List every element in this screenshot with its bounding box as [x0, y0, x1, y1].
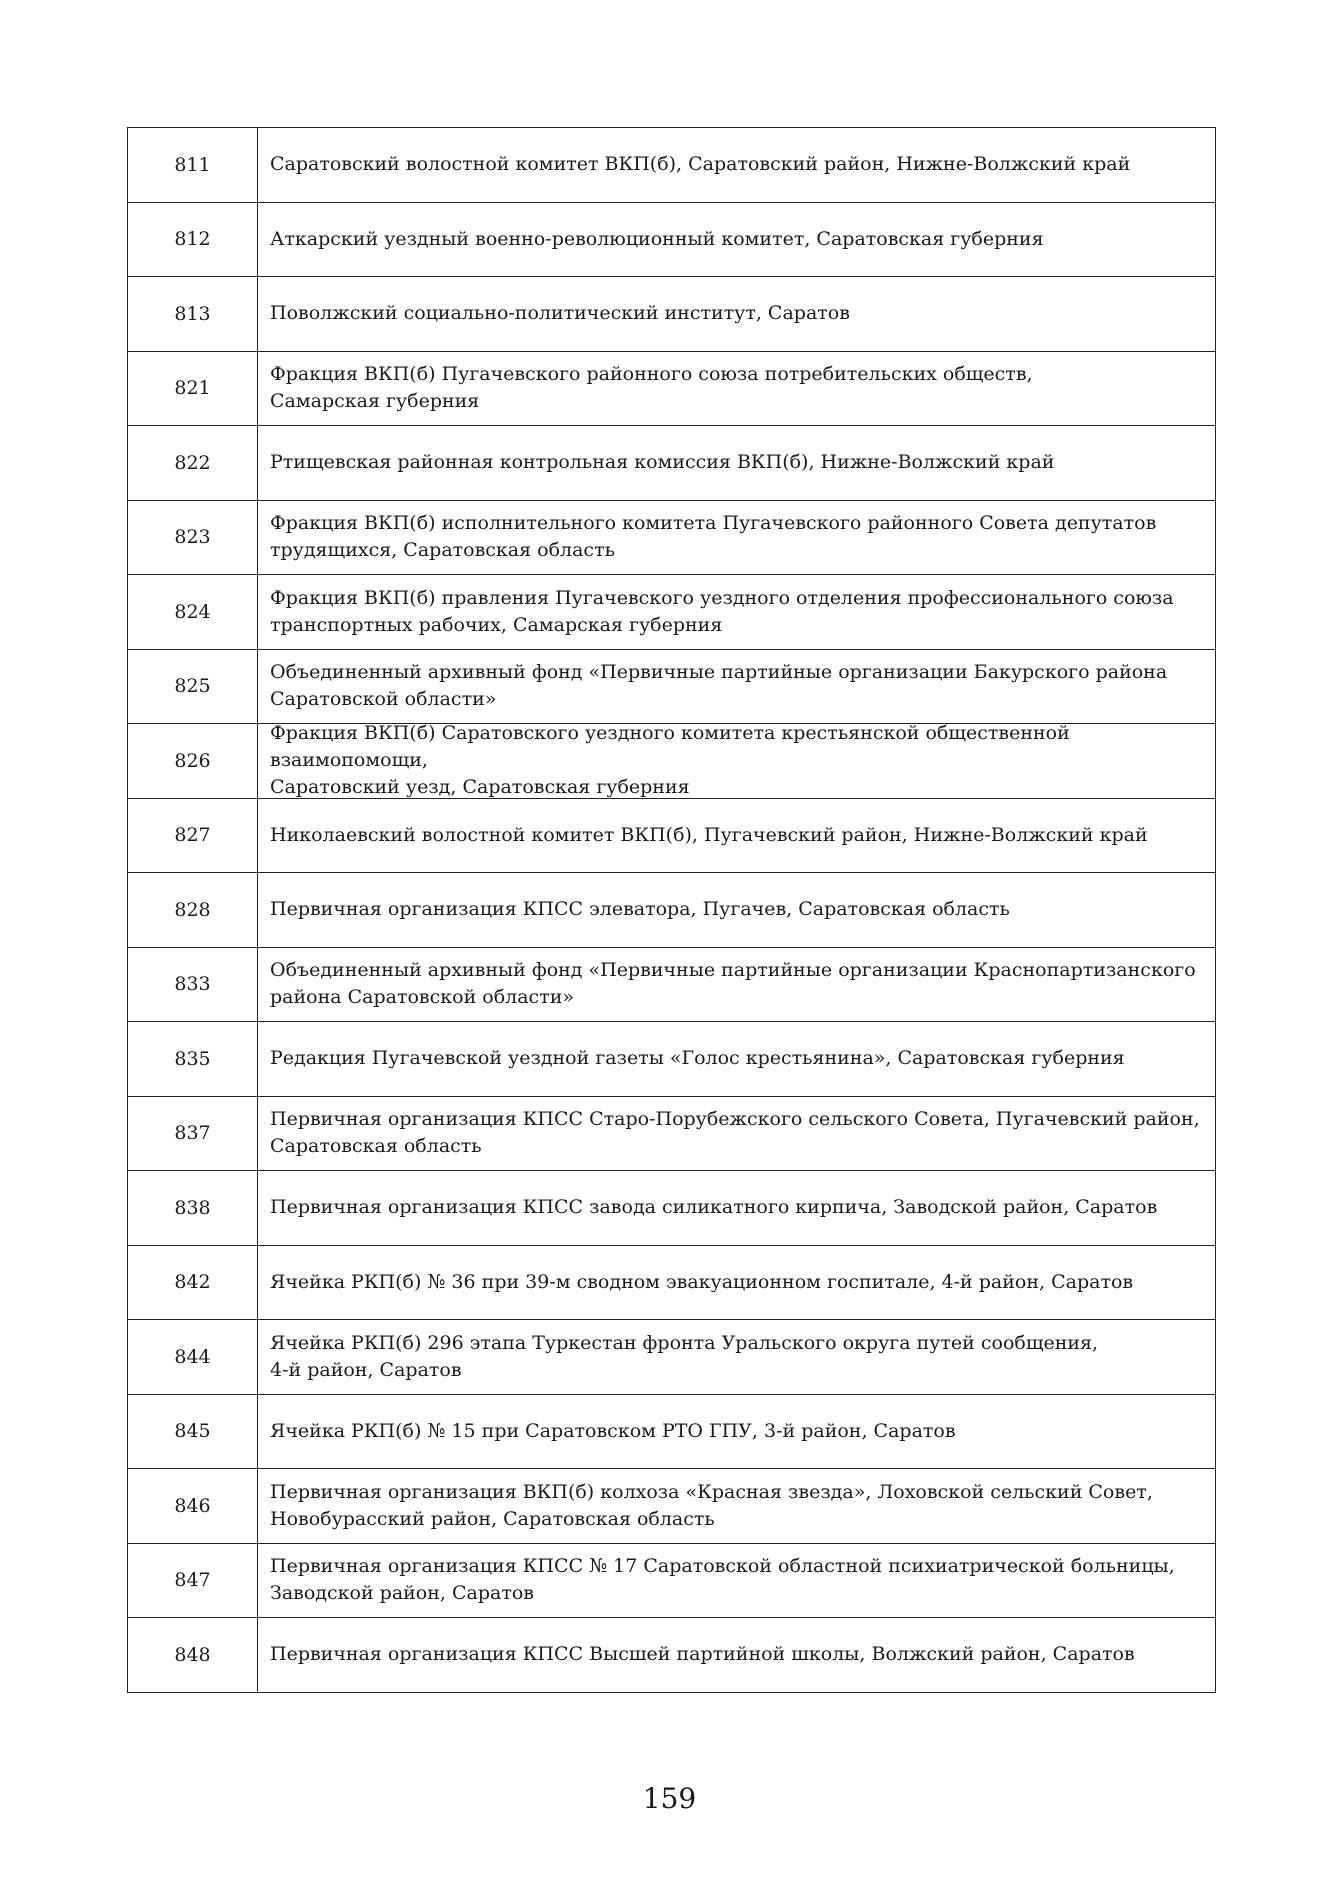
fund-number: 828 — [128, 873, 258, 947]
fund-description: Фракция ВКП(б) правления Пугачевского уездного отделения профессионального союза транспортных рабочих, Самарская губерния — [270, 586, 1174, 636]
table-row — [128, 352, 1215, 427]
fund-description: Ячейка РКП(б) 296 этапа Туркестан фронта Уральского округа путей сообщения, 4-й район, Саратов — [270, 1331, 1099, 1381]
fund-number: 842 — [128, 1246, 258, 1320]
fund-description: Первичная организация КПСС Старо-Порубежского сельского Совета, Пугачевский район, Саратовская область — [270, 1108, 1200, 1158]
table-row — [128, 1171, 1215, 1246]
table-row — [128, 501, 1215, 576]
fund-number: 847 — [128, 1544, 258, 1618]
table-row — [128, 575, 1215, 650]
fund-description: Объединенный архивный фонд «Первичные партийные организации Краснопартизанского района Саратовской области» — [270, 959, 1196, 1009]
fund-description: Николаевский волостной комитет ВКП(б), Пугачевский район, Нижне-Волжский край — [270, 823, 1148, 846]
fund-description: Фракция ВКП(б) Пугачевского районного союза потребительских обществ, Самарская губерния — [270, 363, 1033, 413]
fund-description: Фракция ВКП(б) исполнительного комитета Пугачевского районного Совета депутатов трудящихся, Саратовская область — [270, 512, 1157, 562]
fund-description: Ячейка РКП(б) № 15 при Саратовском РТО ГПУ, 3-й район, Саратов — [270, 1419, 956, 1442]
fund-number: 833 — [128, 948, 258, 1022]
fund-description: Первичная организация КПСС Высшей партийной школы, Волжский район, Саратов — [270, 1643, 1135, 1666]
fund-number: 838 — [128, 1171, 258, 1245]
fund-description: Объединенный архивный фонд «Первичные партийные организации Бакурского района Саратовской области» — [270, 661, 1168, 711]
fund-number: 846 — [128, 1469, 258, 1543]
fund-number: 835 — [128, 1022, 258, 1096]
table-row — [128, 873, 1215, 948]
fund-number: 825 — [128, 650, 258, 724]
fund-description: Саратовский волостной комитет ВКП(б), Саратовский район, Нижне-Волжский край — [270, 153, 1131, 176]
fund-description: Первичная организация КПСС элеватора, Пугачев, Саратовская область — [270, 898, 1010, 921]
fund-number: 826 — [128, 724, 258, 798]
table-row — [128, 650, 1215, 725]
table-row — [128, 1246, 1215, 1321]
fund-number: 827 — [128, 799, 258, 873]
fund-description: Редакция Пугачевской уездной газеты «Голос крестьянина», Саратовская губерния — [270, 1047, 1125, 1070]
fund-description: Поволжский социально-политический институт, Саратов — [270, 302, 850, 325]
fund-number: 844 — [128, 1320, 258, 1394]
table-row — [128, 1544, 1215, 1619]
table-row — [128, 1320, 1215, 1395]
page-number: 159 — [642, 1782, 697, 1815]
table-row — [128, 724, 1215, 799]
fund-description: Фракция ВКП(б) Саратовского уездного комитета крестьянской общественной взаимопомощи, Саратовский уезд, Саратовская губерния — [270, 722, 1070, 799]
table-row — [128, 1618, 1215, 1693]
table-row — [128, 128, 1215, 203]
fund-number: 845 — [128, 1395, 258, 1469]
archive-fund-table — [127, 127, 1216, 1693]
fund-description: Ячейка РКП(б) № 36 при 39-м сводном эвакуационном госпитале, 4-й район, Саратов — [270, 1270, 1134, 1293]
table-row — [128, 948, 1215, 1023]
fund-number: 837 — [128, 1097, 258, 1171]
table-row — [128, 1097, 1215, 1172]
fund-number: 824 — [128, 575, 258, 649]
table-row — [128, 1022, 1215, 1097]
fund-number: 812 — [128, 203, 258, 277]
fund-number: 822 — [128, 426, 258, 500]
fund-description: Первичная организация ВКП(б) колхоза «Красная звезда», Лоховской сельский Совет, Новобурасский район, Саратовская область — [270, 1480, 1153, 1530]
fund-description: Первичная организация КПСС № 17 Саратовской областной психиатрической больницы, Заводской район, Саратов — [270, 1555, 1175, 1605]
fund-number: 811 — [128, 128, 258, 202]
fund-number: 813 — [128, 277, 258, 351]
fund-number: 848 — [128, 1618, 258, 1692]
fund-number: 821 — [128, 352, 258, 426]
fund-number: 823 — [128, 501, 258, 575]
table-row — [128, 1395, 1215, 1470]
table-row — [128, 426, 1215, 501]
table-row — [128, 799, 1215, 874]
table-row — [128, 277, 1215, 352]
fund-description: Ртищевская районная контрольная комиссия ВКП(б), Нижне-Волжский край — [270, 451, 1055, 474]
fund-description: Аткарский уездный военно-революционный комитет, Саратовская губерния — [270, 227, 1044, 250]
table-row — [128, 1469, 1215, 1544]
table-row — [128, 203, 1215, 278]
fund-description: Первичная организация КПСС завода силикатного кирпича, Заводской район, Саратов — [270, 1196, 1158, 1219]
